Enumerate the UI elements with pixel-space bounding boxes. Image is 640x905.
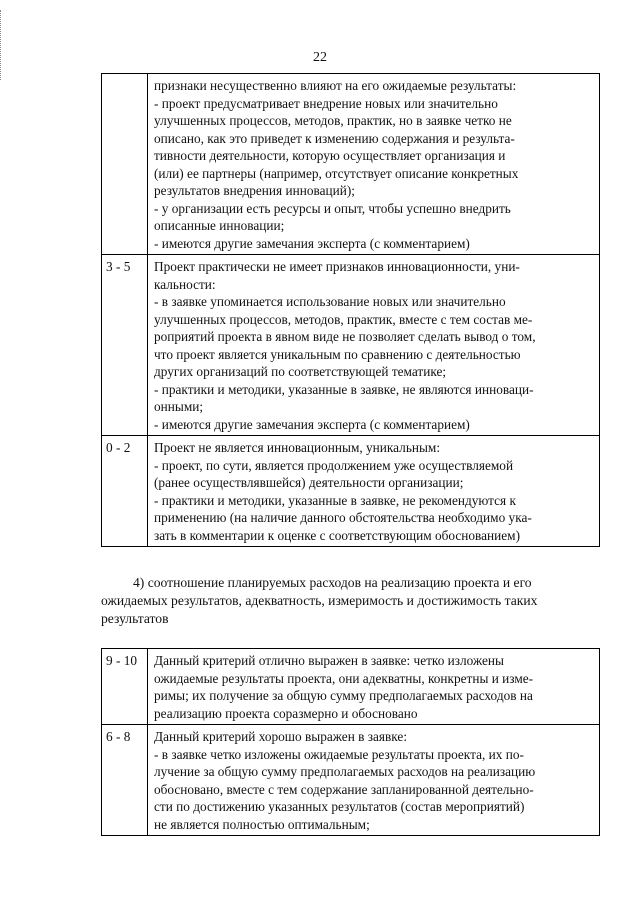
- text-line: описано, как это приведет к изменению содержания и результа-: [154, 130, 515, 146]
- table-row: [102, 649, 600, 725]
- score-cell: 9 - 10: [102, 649, 148, 725]
- description-cell: [148, 649, 600, 725]
- text-line: римы; их получение за общую сумму предполагаемых расходов на: [154, 688, 533, 703]
- text-line: ожидаемых результатов, адекватность, измеримость и достижимость таких: [101, 593, 538, 608]
- text-line: 4) соотношение планируемых расходов на реализацию проекта и его: [133, 575, 532, 590]
- text-line: (ранее осуществлявшейся) деятельности организации;: [154, 475, 464, 490]
- text-line: других организаций по соответствующей тематике;: [154, 364, 447, 379]
- text-line: результатов: [101, 611, 169, 626]
- text-line: роприятий проекта в явном виде не позволяет сделать вывод о том,: [154, 329, 536, 344]
- text-line: - практики и методики, указанные в заявке, не рекомендуются к: [154, 492, 516, 508]
- text-line: - в заявке четко изложены ожидаемые результаты проекта, их по-: [154, 746, 524, 762]
- score-cell: 6 - 8: [102, 725, 148, 836]
- text-line: - имеются другие замечания эксперта (с комментарием): [154, 235, 470, 251]
- criteria-table-innovation: [101, 73, 600, 547]
- table-row: [102, 74, 600, 255]
- criteria-table-costs: [101, 648, 600, 836]
- description-cell: [148, 725, 600, 836]
- text-line: (или) ее партнеры (например, отсутствует описание конкретных: [154, 165, 519, 181]
- table-row: [102, 436, 600, 547]
- text-line: результатов внедрения инноваций);: [154, 183, 355, 198]
- text-line: не является полностью оптимальным;: [154, 816, 370, 832]
- text-line: зать в комментарии к оценке с соответствующим обоснованием): [154, 527, 521, 543]
- text-line: - у организации есть ресурсы и опыт, чтобы успешно внедрить: [154, 200, 511, 216]
- description-cell: [148, 255, 600, 436]
- text-line: реализацию проекта соразмерно и обосновано: [154, 705, 418, 721]
- text-line: сти по достижению указанных результатов (состав мероприятий): [154, 799, 525, 814]
- text-line: улучшенных процессов, методов, практик, вместе с тем состав ме-: [154, 311, 533, 327]
- criterion-4-heading: [101, 574, 600, 628]
- text-line: Данный критерий отлично выражен в заявке: четко изложены: [154, 653, 504, 668]
- description-cell: [148, 74, 600, 255]
- text-line: Данный критерий хорошо выражен в заявке:: [154, 729, 408, 744]
- page-edge-mark: [0, 10, 4, 80]
- text-line: ожидаемые результаты проекта, они адекватны, конкретны и изме-: [154, 670, 534, 686]
- text-line: - проект предусматривает внедрение новых или значительно: [154, 95, 498, 111]
- text-line: что проект является уникальным по сравнению с деятельностью: [154, 346, 521, 362]
- text-line: признаки несущественно влияют на его ожидаемые результаты:: [154, 78, 517, 93]
- text-line: - практики и методики, указанные в заявке, не являются инноваци-: [154, 381, 534, 397]
- table-row: [102, 725, 600, 836]
- text-line: тивности деятельности, которую осуществляет организация и: [154, 148, 506, 163]
- score-cell: [102, 74, 148, 255]
- page-number: 22: [313, 50, 327, 65]
- text-line: применению (на наличие данного обстоятельства необходимо ука-: [154, 510, 532, 525]
- text-line: описанные инновации;: [154, 218, 285, 233]
- description-cell: [148, 436, 600, 547]
- score-cell: 3 - 5: [102, 255, 148, 436]
- text-line: - проект, по сути, является продолжением уже осуществляемой: [154, 457, 514, 473]
- text-line: онными;: [154, 399, 204, 414]
- text-line: - в заявке упоминается использование новых или значительно: [154, 294, 506, 309]
- text-line: кальности:: [154, 276, 216, 292]
- text-line: улучшенных процессов, методов, практик, но в заявке четко не: [154, 113, 512, 128]
- text-line: обосновано, вместе с тем содержание запланированной деятельно-: [154, 781, 534, 797]
- score-cell: 0 - 2: [102, 436, 148, 547]
- text-line: - имеются другие замечания эксперта (с комментарием): [154, 416, 470, 432]
- text-line: лучение за общую сумму предполагаемых расходов на реализацию: [154, 764, 536, 779]
- table-row: [102, 255, 600, 436]
- text-line: Проект практически не имеет признаков инновационности, уни-: [154, 259, 520, 274]
- text-line: Проект не является инновационным, уникальным:: [154, 440, 441, 455]
